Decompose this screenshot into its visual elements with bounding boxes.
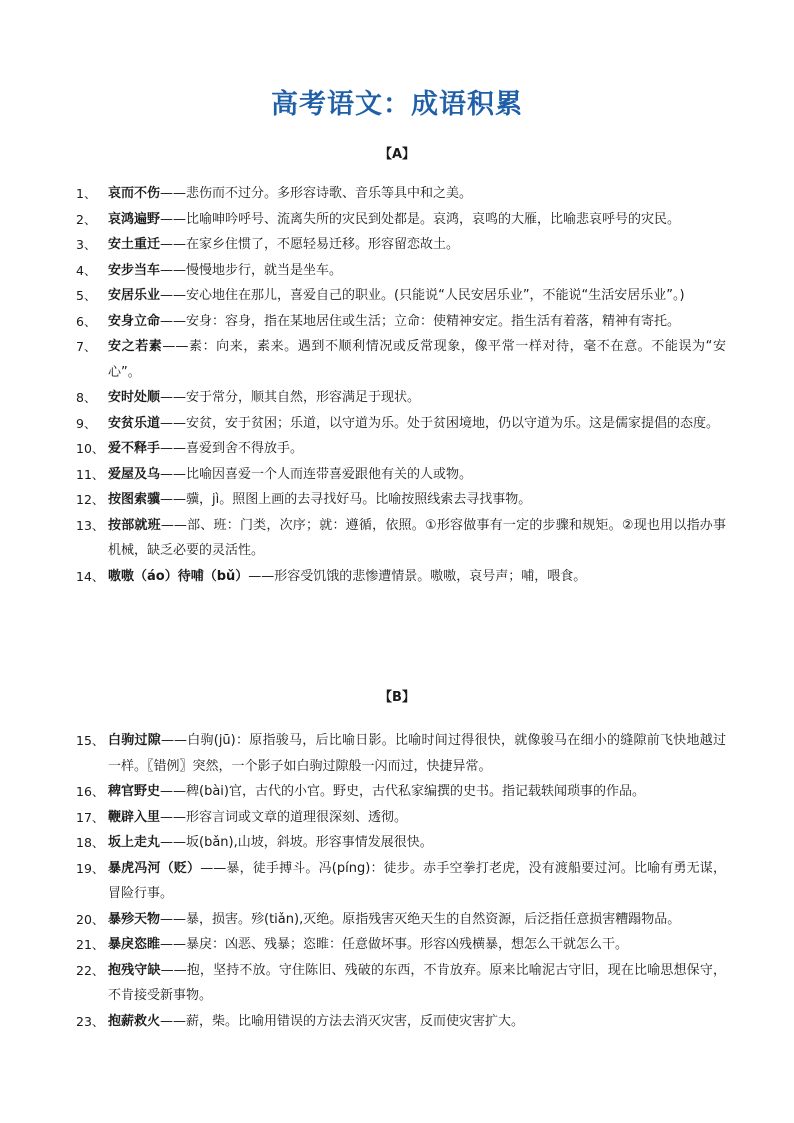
idiom-term: 安步当车 <box>108 262 161 278</box>
item-number: 5、 <box>76 288 97 303</box>
idiom-term: 安身立命 <box>108 313 161 329</box>
item-number: 6、 <box>76 313 97 329</box>
idiom-definition: ——安于常分，顺其自然，形容满足于现状。 <box>160 390 421 405</box>
item-number: 1、 <box>76 186 97 201</box>
idiom-term: 安居乐业 <box>108 288 161 303</box>
list-item <box>76 1009 726 1035</box>
list-item <box>76 487 726 513</box>
idiom-term: 白驹过隙 <box>108 733 161 748</box>
idiom-term: 暴虎冯河（贬） <box>108 860 201 876</box>
idiom-definition: ——在家乡住惯了，不愿轻易迁移。形容留恋故土。 <box>160 237 460 252</box>
idiom-definition: ——安身：容身，指在某地居住或生活；立命：使精神安定。指生活有着落，精神有寄托。 <box>160 313 681 329</box>
list-item <box>76 564 726 590</box>
list-item <box>76 334 726 385</box>
list-item <box>76 283 726 309</box>
list-item <box>76 830 726 856</box>
list-item <box>76 779 726 805</box>
idiom-term: 安土重迁 <box>108 237 161 252</box>
item-number: 3、 <box>76 237 97 252</box>
item-number: 11、 <box>76 466 105 482</box>
item-number: 17、 <box>76 809 105 825</box>
idiom-definition: ——安贫，安于贫困；乐道，以守道为乐。处于贫困境地，仍以守道为乐。这是儒家提倡的态度。 <box>160 415 720 431</box>
list-item <box>76 805 726 831</box>
idiom-term: 安之若素 <box>108 339 163 354</box>
idiom-list-b <box>76 728 726 1034</box>
idiom-definition: ——喜爱到舍不得放手。 <box>160 441 304 456</box>
section-heading-b: 【B】 <box>379 690 415 705</box>
idiom-term: 安贫乐道 <box>108 415 161 431</box>
list-item <box>76 513 726 564</box>
section-heading-a: 【A】 <box>378 147 416 162</box>
idiom-definition: ——悲伤而不过分。多形容诗歌、音乐等具中和之美。 <box>160 186 473 201</box>
item-number: 19、 <box>76 860 105 876</box>
item-number: 21、 <box>76 937 105 952</box>
idiom-definition: ——骥，jì。照图上画的去寻找好马。比喻按照线索去寻找事物。 <box>160 492 532 507</box>
list-item <box>76 932 726 958</box>
idiom-term: 稗官野史 <box>108 784 161 799</box>
list-item <box>76 207 726 233</box>
item-number: 16、 <box>76 784 105 799</box>
idiom-term: 坂上走丸 <box>108 835 161 850</box>
idiom-definition: ——形容言词或文章的道理很深刻、透彻。 <box>160 809 408 825</box>
item-number: 14、 <box>76 568 105 584</box>
item-number: 20、 <box>76 911 105 927</box>
idiom-term: 暴殄天物 <box>108 911 161 927</box>
list-item <box>76 181 726 207</box>
list-item <box>76 728 726 779</box>
idiom-definition: ——比喻因喜爱一个人而连带喜爱跟他有关的人或物。 <box>160 466 473 482</box>
idiom-term: 抱薪救火 <box>108 1013 161 1029</box>
idiom-definition: ——比喻呻吟呼号、流离失所的灾民到处都是。哀鸿，哀鸣的大雁，比喻悲哀呼号的灾民。 <box>160 211 681 227</box>
idiom-definition: ——素：向来，素来。遇到不顺利情况或反常现象，像平常一样对待，毫不在意。不能误为“安心”。 <box>108 339 726 380</box>
item-number: 18、 <box>76 835 105 850</box>
item-number: 23、 <box>76 1013 105 1029</box>
list-item <box>76 411 726 437</box>
item-number: 4、 <box>76 262 97 278</box>
item-number: 10、 <box>76 441 105 456</box>
idiom-definition: ——暴，损害。殄(tiǎn),灭绝。原指残害灭绝天生的自然资源，后泛指任意损害糟蹋物品。 <box>160 911 681 927</box>
item-number: 15、 <box>76 733 105 748</box>
idiom-definition: ——慢慢地步行，就当是坐车。 <box>160 262 343 278</box>
page-title: 高考语文：成语积累 <box>271 89 523 120</box>
list-item <box>76 232 726 258</box>
list-item <box>76 385 726 411</box>
list-item <box>76 907 726 933</box>
idiom-term: 按图索骥 <box>108 492 161 507</box>
item-number: 22、 <box>76 962 105 978</box>
idiom-term: 按部就班 <box>108 517 161 533</box>
idiom-term: 嗷嗷（áo）待哺（bǔ） <box>108 568 249 584</box>
idiom-definition: ——部、班：门类，次序；就：遵循，依照。①形容做事有一定的步骤和规矩。②现也用以指办事机械，缺乏必要的灵活性。 <box>108 517 726 558</box>
idiom-definition: ——抱，坚持不放。守住陈旧、残破的东西，不肯放弃。原来比喻泥古守旧，现在比喻思想保守，不肯接受新事物。 <box>108 962 726 1003</box>
idiom-term: 抱残守缺 <box>108 962 161 978</box>
item-number: 8、 <box>76 390 97 405</box>
item-number: 13、 <box>76 517 105 533</box>
idiom-definition: ——暴戾：凶恶、残暴；恣睢：任意做坏事。形容凶残横暴，想怎么干就怎么干。 <box>160 937 629 952</box>
idiom-definition: ——安心地住在那儿，喜爱自己的职业。(只能说“人民安居乐业”，不能说“生活安居乐业”。) <box>160 288 685 303</box>
idiom-term: 哀鸿遍野 <box>108 211 161 227</box>
list-item <box>76 436 726 462</box>
idiom-list-a <box>76 181 726 589</box>
idiom-definition: ——薪，柴。比喻用错误的方法去消灭灾害，反而使灾害扩大。 <box>160 1013 525 1029</box>
item-number: 12、 <box>76 492 105 507</box>
list-item <box>76 856 726 907</box>
idiom-definition: ——暴，徒手搏斗。冯(píng)：徒步。赤手空拳打老虎，没有渡船要过河。比喻有勇无谋，冒险行事。 <box>108 860 726 901</box>
idiom-term: 爱屋及乌 <box>108 466 161 482</box>
list-item <box>76 462 726 488</box>
idiom-term: 鞭辟入里 <box>108 809 161 825</box>
item-number: 2、 <box>76 211 97 227</box>
list-item <box>76 309 726 335</box>
list-item <box>76 958 726 1009</box>
idiom-definition: ——白驹(jū)：原指骏马，后比喻日影。比喻时间过得很快，就像骏马在细小的缝隙前飞快地越过一样。〖错例〗突然，一个影子如白驹过隙般一闪而过，快捷异常。 <box>108 733 726 774</box>
idiom-term: 爱不释手 <box>108 441 161 456</box>
idiom-term: 哀而不伤 <box>108 186 161 201</box>
list-item <box>76 258 726 284</box>
item-number: 7、 <box>76 339 97 354</box>
idiom-term: 暴戾恣睢 <box>108 937 161 952</box>
idiom-term: 安时处顺 <box>108 390 161 405</box>
idiom-definition: ——坂(bǎn),山坡，斜坡。形容事情发展很快。 <box>160 835 433 850</box>
idiom-definition: ——稗(bài)官，古代的小官。野史，古代私家编撰的史书。指记载轶闻琐事的作品。 <box>160 784 645 799</box>
item-number: 9、 <box>76 415 97 431</box>
idiom-definition: ——形容受饥饿的悲惨遭情景。嗷嗷，哀号声；哺，喂食。 <box>248 568 587 584</box>
